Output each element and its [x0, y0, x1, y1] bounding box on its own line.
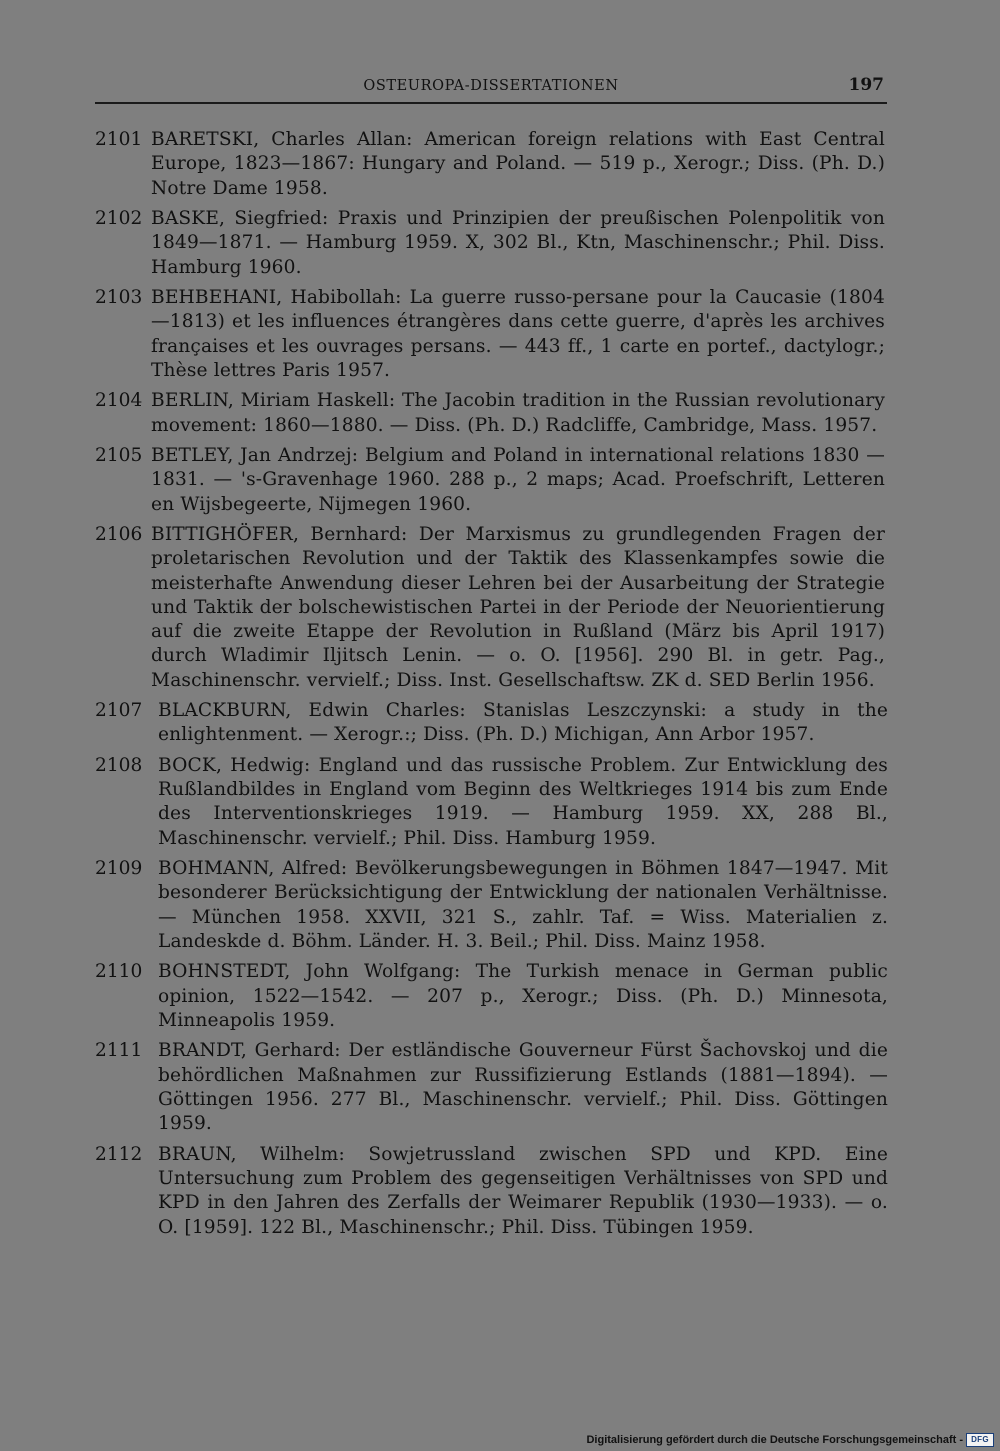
entry-number: 2106	[95, 523, 143, 545]
entry-number: 2108	[95, 754, 143, 776]
running-header	[95, 76, 887, 104]
entry-number: 2112	[95, 1143, 143, 1165]
entry-number: 2105	[95, 444, 143, 466]
dissertation-entry	[95, 960, 895, 1033]
dissertation-entry	[95, 207, 895, 280]
dissertation-list	[95, 128, 895, 1246]
entry-text: BEHBEHANI, Habibollah: La guerre russo-persane pour la Caucasie (1804—1813) et les influences étrangères dans cette guerre, d'après les archives françaises et les ouvrages persans. — 443 ff., 1 carte en portef., dactylogr.; Thèse lettres Paris 1957.	[151, 286, 885, 381]
dissertation-entry	[95, 857, 895, 954]
entry-text: BOHMANN, Alfred: Bevölkerungsbewegungen in Böhmen 1847—1947. Mit besonderer Berücksichtigung der Entwicklung der nationalen Verhältnisse. — München 1958. XXVII, 321 S., zahlr. Taf. = Wiss. Materialien z. Landeskde d. Böhm. Länder. H. 3. Beil.; Phil. Diss. Mainz 1958.	[158, 858, 888, 952]
dissertation-entry	[95, 699, 895, 748]
entry-number: 2107	[95, 700, 143, 722]
entry-number: 2102	[95, 207, 143, 229]
entry-number: 2103	[95, 286, 143, 308]
entry-text: BASKE, Siegfried: Praxis und Prinzipien der preußischen Polenpolitik von 1849—1871. — Hamburg 1959. X, 302 Bl., Ktn, Maschinenschr.; Phil. Diss. Hamburg 1960.	[151, 207, 885, 278]
entry-text: BLACKBURN, Edwin Charles: Stanislas Leszczynski: a study in the enlightenment. — Xerogr.:; Diss. (Ph. D.) Michigan, Ann Arbor 1957.	[158, 700, 888, 746]
entry-text: BOHNSTEDT, John Wolfgang: The Turkish menace in German public opinion, 1522—1542. — 207 p., Xerogr.; Diss. (Ph. D.) Minnesota, Minneapolis 1959.	[158, 961, 888, 1031]
page-number: 197	[848, 75, 884, 95]
dissertation-entry	[95, 754, 895, 851]
dissertation-entry	[95, 286, 895, 383]
dissertation-entry	[95, 128, 895, 201]
dissertation-entry	[95, 1039, 895, 1136]
entry-text: BERLIN, Miriam Haskell: The Jacobin tradition in the Russian revolutionary movement: 1860—1880. — Diss. (Ph. D.) Radcliffe, Cambridge, Mass. 1957.	[151, 390, 885, 436]
dissertation-entry	[95, 389, 895, 438]
funding-credit	[586, 1433, 994, 1447]
entry-text: BRAUN, Wilhelm: Sowjetrussland zwischen SPD und KPD. Eine Untersuchung zum Problem des gegenseitigen Verhältnisses von SPD und KPD in den Jahren des Zerfalls der Weimarer Republik (1930—1933). — o. O. [1959]. 122 Bl., Maschinenschr.; Phil. Diss. Tübingen 1959.	[158, 1143, 888, 1238]
entry-number: 2110	[95, 961, 143, 983]
page-header-title: OSTEUROPA-DISSERTATIONEN	[363, 78, 619, 94]
dissertation-entry	[95, 1143, 895, 1240]
entry-text: BRANDT, Gerhard: Der estländische Gouverneur Fürst Šachovskoj und die behördlichen Maßnahmen zur Russifizierung Estlands (1881—1894). — Göttingen 1956. 277 Bl., Maschinenschr. vervielf.; Phil. Diss. Göttingen 1959.	[158, 1040, 888, 1135]
entry-text: BITTIGHÖFER, Bernhard: Der Marxismus zu grundlegenden Fragen der proletarischen Revolution und der Taktik des Klassenkampfes sowie die meisterhafte Anwendung dieser Lehren bei der Ausarbeitung der Strategie und Taktik der bolschewistischen Partei in der Periode der Neuorientierung auf die zweite Etappe der Revolution in Rußland (März bis April 1917) durch Wladimir Iljitsch Lenin. — o. O. [1956]. 290 Bl. in getr. Pag., Maschinenschr. vervielf.; Diss. Inst. Gesellschaftsw. ZK d. SED Berlin 1956.	[151, 523, 885, 691]
dfg-logo-icon: DFG	[966, 1433, 994, 1447]
entry-number: 2104	[95, 390, 143, 412]
entry-text: BOCK, Hedwig: England und das russische Problem. Zur Entwicklung des Rußlandbildes in England vom Beginn des Weltkrieges 1914 bis zum Ende des Interventionskrieges 1919. — Hamburg 1959. XX, 288 Bl., Maschinenschr. vervielf.; Phil. Diss. Hamburg 1959.	[158, 754, 888, 849]
entry-text: BARETSKI, Charles Allan: American foreign relations with East Central Europe, 1823—1867: Hungary and Poland. — 519 p., Xerogr.; Diss. (Ph. D.) Notre Dame 1958.	[151, 129, 885, 199]
entry-number: 2111	[95, 1040, 143, 1062]
dissertation-entry	[95, 444, 895, 517]
entry-number: 2101	[95, 129, 143, 150]
funding-credit-text: Digitalisierung gefördert durch die Deutsche Forschungsgemeinschaft -	[586, 1434, 963, 1446]
dissertation-entry	[95, 523, 895, 693]
entry-number: 2109	[95, 858, 143, 880]
entry-text: BETLEY, Jan Andrzej: Belgium and Poland in international relations 1830 —1831. — 's-Gravenhage 1960. 288 p., 2 maps; Acad. Proefschrift, Letteren en Wijsbegeerte, Nijmegen 1960.	[151, 444, 885, 515]
